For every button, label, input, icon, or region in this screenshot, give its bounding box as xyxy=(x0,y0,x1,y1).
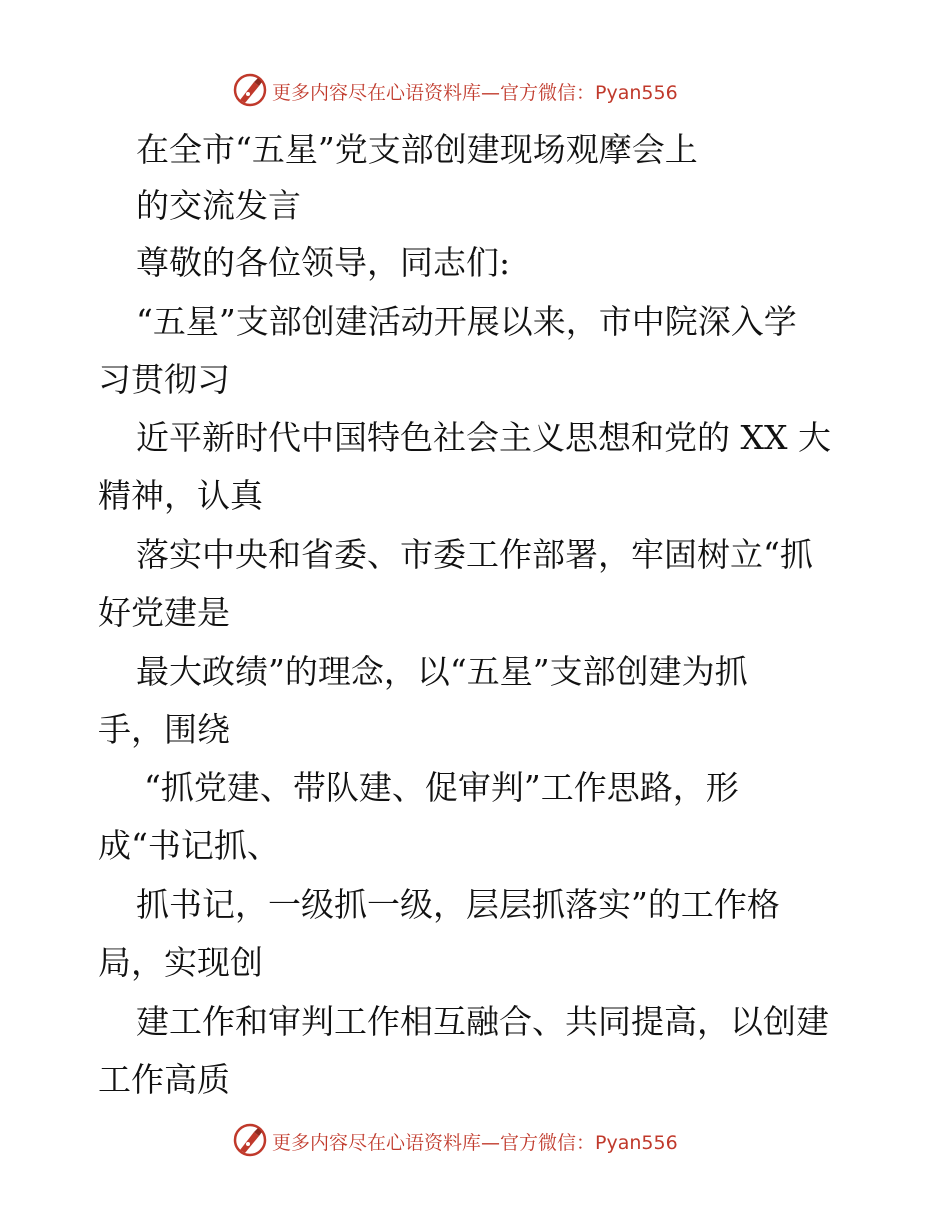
header-slogan: 更多内容尽在心语资料库 xyxy=(272,82,482,104)
greeting: 尊敬的各位领导，同志们: xyxy=(136,243,511,282)
pen-logo-icon xyxy=(232,1122,268,1158)
paragraph-line: 局，实现创 xyxy=(98,943,263,982)
paragraph-line: 建工作和审判工作相互融合、共同提高，以创建 xyxy=(136,1002,829,1041)
paragraph-line: 成“书记抓、 xyxy=(98,826,280,865)
paragraph-line: 落实中央和省委、市委工作部署，牢固树立“抓 xyxy=(136,535,813,574)
footer-dash: — xyxy=(481,1132,501,1154)
paragraph-line: 工作高质 xyxy=(98,1060,230,1099)
header-wechat: 官方微信：Pyan556 xyxy=(500,82,678,104)
paragraph-line: “抓党建、带队建、促审判”工作思路，形 xyxy=(144,768,739,807)
paragraph-line: 好党建是 xyxy=(98,593,230,632)
paragraph-line: “五星”支部创建活动开展以来，市中院深入学 xyxy=(136,302,797,341)
paragraph-line: 最大政绩”的理念，以“五星”支部创建为抓 xyxy=(136,652,748,691)
paragraph-line: 近平新时代中国特色社会主义思想和党的 XX 大 xyxy=(136,418,831,457)
footer-wechat: 官方微信：Pyan556 xyxy=(500,1132,678,1154)
title-line-2: 的交流发言 xyxy=(136,186,301,225)
title-line-1: 在全市“五星”党支部创建现场观摩会上 xyxy=(136,130,698,169)
footer-banner-text xyxy=(272,1128,678,1155)
header-dash: — xyxy=(481,82,501,104)
paragraph-line: 精神，认真 xyxy=(98,476,263,515)
paragraph-line: 抓书记，一级抓一级，层层抓落实”的工作格 xyxy=(136,885,780,924)
paragraph-line: 习贯彻习 xyxy=(98,360,230,399)
paragraph-line: 手，围绕 xyxy=(98,710,230,749)
footer-banner xyxy=(0,1120,950,1160)
footer-slogan: 更多内容尽在心语资料库 xyxy=(272,1132,482,1154)
